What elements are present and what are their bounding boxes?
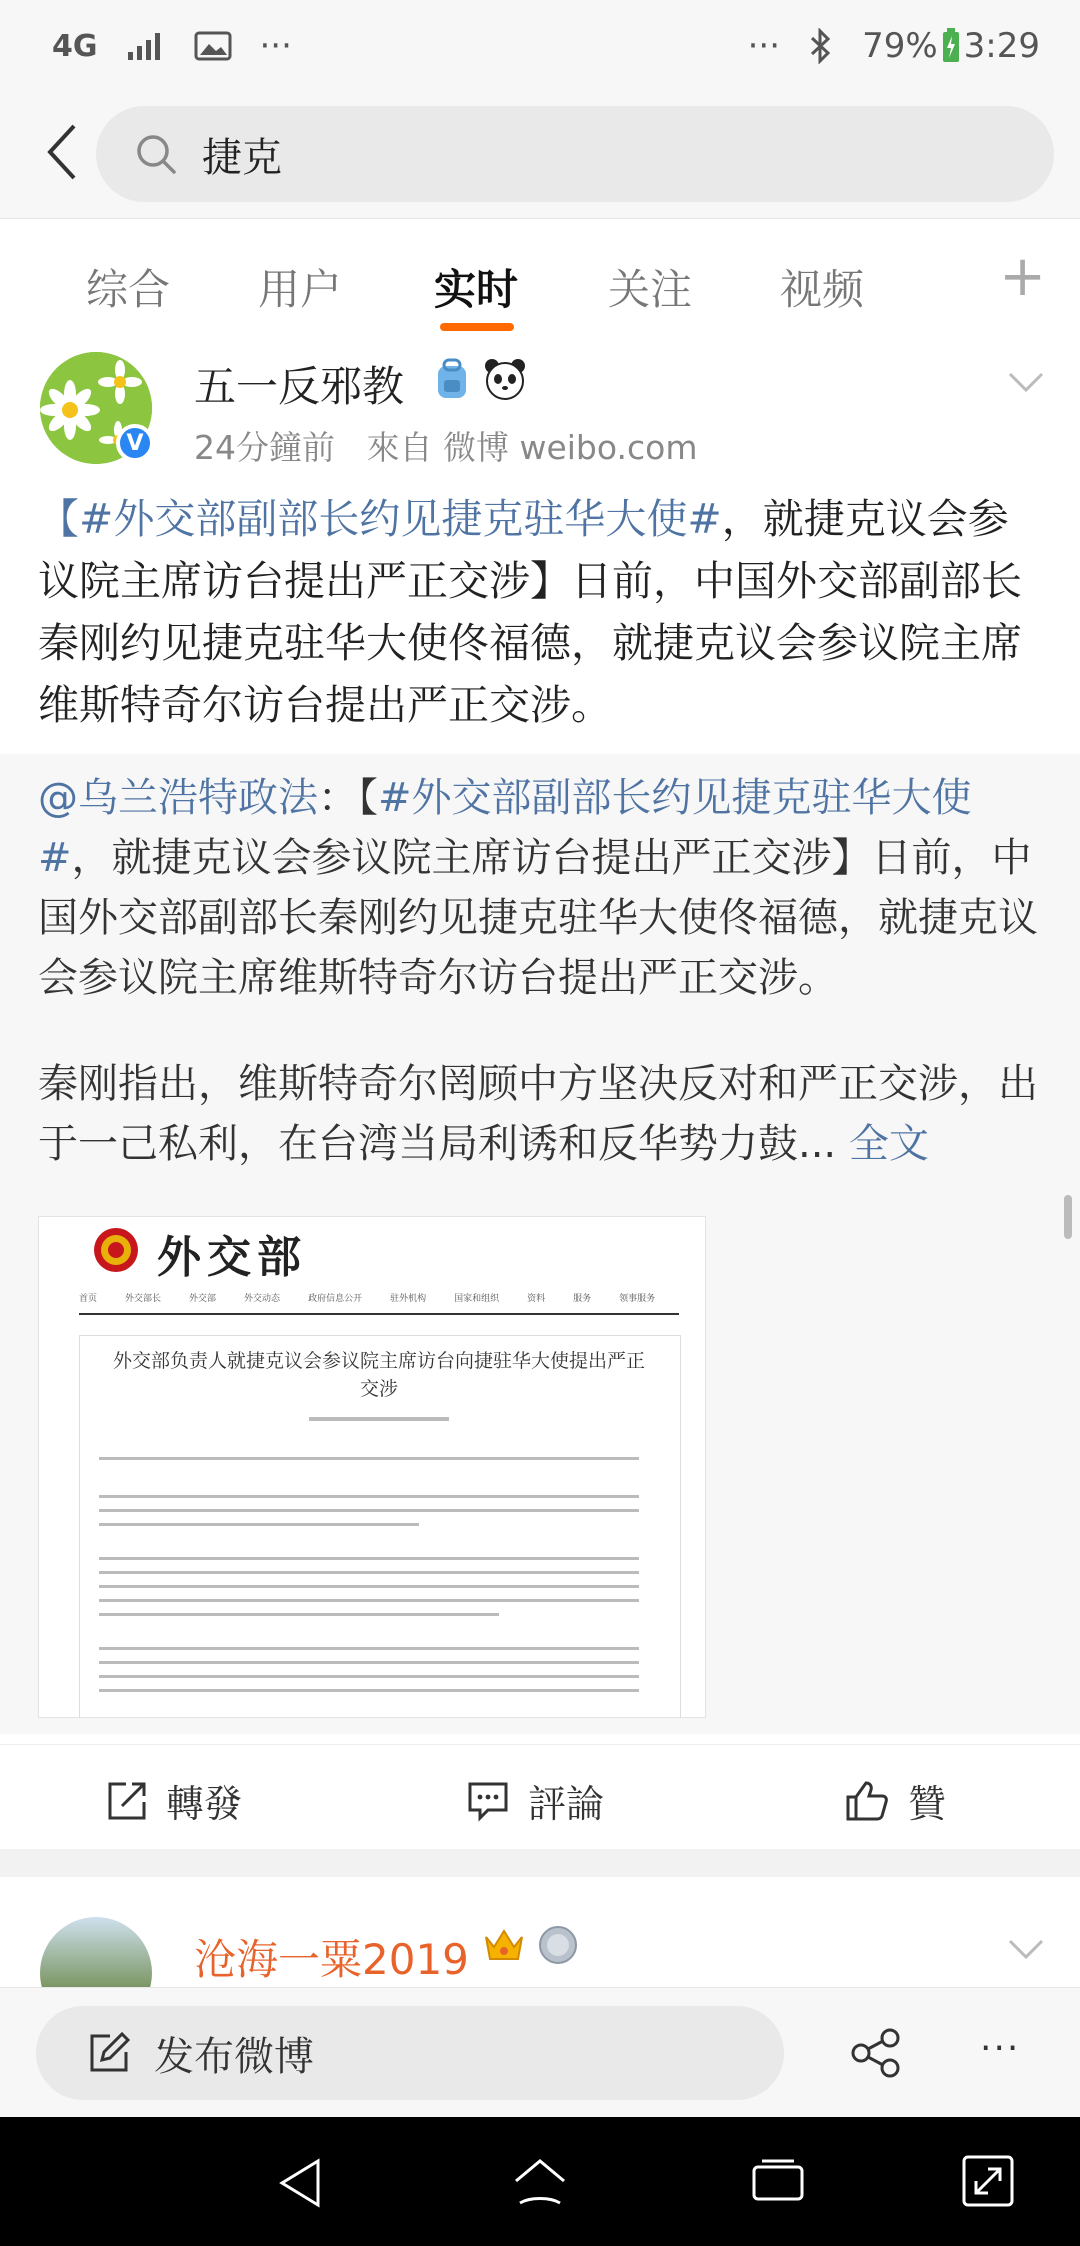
doc-nav-item: 国家和组织 (454, 1294, 500, 1304)
source-prefix: 來自 (366, 428, 433, 467)
back-arrow-icon (42, 122, 82, 182)
doc-title: 外交部负责人就捷克议会参议院主席访台向捷驻华大使提出严正交涉 (112, 1350, 645, 1400)
doc-nav-item: 外交动态 (244, 1294, 281, 1304)
backpack-badge-icon (432, 356, 472, 402)
tab-video[interactable]: 视频 (780, 265, 865, 314)
status-bar (0, 0, 1080, 92)
doc-nav-item: 驻外机构 (390, 1294, 427, 1304)
compose-bar (0, 1987, 1080, 2118)
repost-block[interactable] (0, 754, 1080, 1734)
medal-badge-icon (536, 1921, 580, 1967)
repost-button[interactable] (106, 1773, 242, 1828)
nav-home-icon[interactable] (510, 2155, 570, 2211)
back-button[interactable] (22, 112, 102, 192)
status-more: ··· (747, 26, 781, 66)
post-actions (0, 1744, 1080, 1849)
doc-body-lines (99, 1417, 659, 1717)
user-badges (432, 356, 528, 402)
network-indicator: 4G (52, 28, 98, 64)
username[interactable]: 五一反邪教 (194, 362, 405, 411)
post-card (0, 342, 1080, 1847)
doc-nav-item: 领事服务 (619, 1294, 656, 1304)
notification-more: ··· (259, 26, 292, 66)
repost-text-2 (38, 1054, 1044, 1174)
nav-assist-icon[interactable] (960, 2153, 1016, 2209)
system-nav-bar (0, 2117, 1080, 2246)
tab-bar (0, 218, 1080, 344)
repost-author-link[interactable]: @乌兰浩特政法 (38, 775, 318, 821)
post-time: 24分鐘前 (194, 428, 335, 467)
repost-hashtag-link[interactable]: #外交部副部长约见捷克驻华大使# (38, 775, 972, 881)
repost-image[interactable] (38, 1216, 706, 1718)
gallery-icon (194, 30, 232, 62)
share-icon[interactable] (850, 2028, 902, 2078)
compose-button[interactable] (36, 2006, 784, 2100)
crown-badge-icon (482, 1923, 526, 1967)
hashtag-link[interactable]: 【#外交部副部长约见捷克驻华大使# (38, 495, 722, 543)
compose-label: 发布微博 (154, 2033, 314, 2080)
search-icon (134, 132, 178, 176)
battery-charging-icon (942, 28, 960, 64)
username-2[interactable]: 沧海一粟2019 (194, 1935, 469, 1984)
tab-active-indicator (440, 323, 514, 331)
chevron-down-icon[interactable] (1004, 1927, 1048, 1971)
repost-text (38, 768, 1044, 1008)
comment-icon (466, 1780, 510, 1822)
thumbs-up-icon (844, 1779, 890, 1823)
nav-back-icon[interactable] (274, 2155, 330, 2211)
repost-colon: ：【 (318, 775, 378, 821)
post-body: ，就捷克议会参议院主席访台提出严正交涉】日前，中国外交部副部长秦刚约见捷克驻华大使佟福德，就捷克议会参议院主席维斯特奇尔访台提出严正交涉。 (38, 495, 1022, 729)
full-text-link[interactable]: 全文 (848, 1121, 929, 1167)
chevron-down-icon[interactable] (1004, 360, 1048, 404)
signal-icon (126, 30, 166, 62)
doc-nav-item: 资料 (527, 1294, 546, 1304)
tab-realtime[interactable]: 实时 (434, 265, 519, 314)
share-edit-icon (106, 1780, 148, 1822)
search-input[interactable] (96, 106, 1054, 202)
doc-nav (79, 1291, 679, 1315)
doc-nav-item: 首页 (79, 1294, 98, 1304)
search-header (0, 92, 1080, 218)
doc-nav-item: 服务 (573, 1294, 592, 1304)
more-options-button[interactable]: ··· (980, 2028, 1021, 2069)
mfa-logo-text: 外交部 (157, 1232, 307, 1283)
nav-recents-icon[interactable] (750, 2157, 806, 2209)
like-label: 贊 (908, 1782, 947, 1826)
doc-nav-item: 外交部 (189, 1294, 217, 1304)
tab-users[interactable]: 用户 (258, 265, 343, 314)
verified-badge-icon: V (116, 424, 154, 462)
scrollbar-thumb[interactable] (1064, 1195, 1072, 1239)
add-tab-button[interactable]: + (999, 244, 1046, 309)
comment-button[interactable] (466, 1773, 604, 1828)
tab-follow[interactable]: 关注 (608, 265, 693, 314)
repost-body: ，就捷克议会参议院主席访台提出严正交涉】日前，中国外交部副部长秦刚约见捷克驻华大使佟福德，就捷克议会参议院主席维斯特奇尔访台提出严正交涉。 (38, 835, 1038, 1001)
doc-nav-item: 外交部长 (125, 1294, 162, 1304)
post-source: 微博 weibo.com (442, 428, 698, 467)
search-query: 捷克 (202, 134, 282, 181)
bluetooth-icon (808, 28, 834, 64)
post-card-2 (0, 1877, 1080, 1987)
post-text (38, 488, 1042, 736)
compose-edit-icon (88, 2032, 130, 2074)
comment-label: 評論 (528, 1782, 605, 1826)
repost-body-2: 秦刚指出，维斯特奇尔罔顾中方坚决反对和严正交涉，出于一己私利，在台湾当局利诱和反华势力鼓... (38, 1061, 1038, 1167)
clock: 3:29 (963, 26, 1040, 66)
national-emblem-icon (91, 1225, 141, 1275)
doc-nav-item: 政府信息公开 (308, 1294, 363, 1304)
post-meta (194, 422, 697, 469)
tab-comprehensive[interactable]: 综合 (86, 265, 171, 314)
like-button[interactable] (844, 1773, 946, 1828)
panda-badge-icon (482, 356, 528, 402)
repost-label: 轉發 (166, 1782, 243, 1826)
battery-percent: 79% (862, 26, 938, 66)
